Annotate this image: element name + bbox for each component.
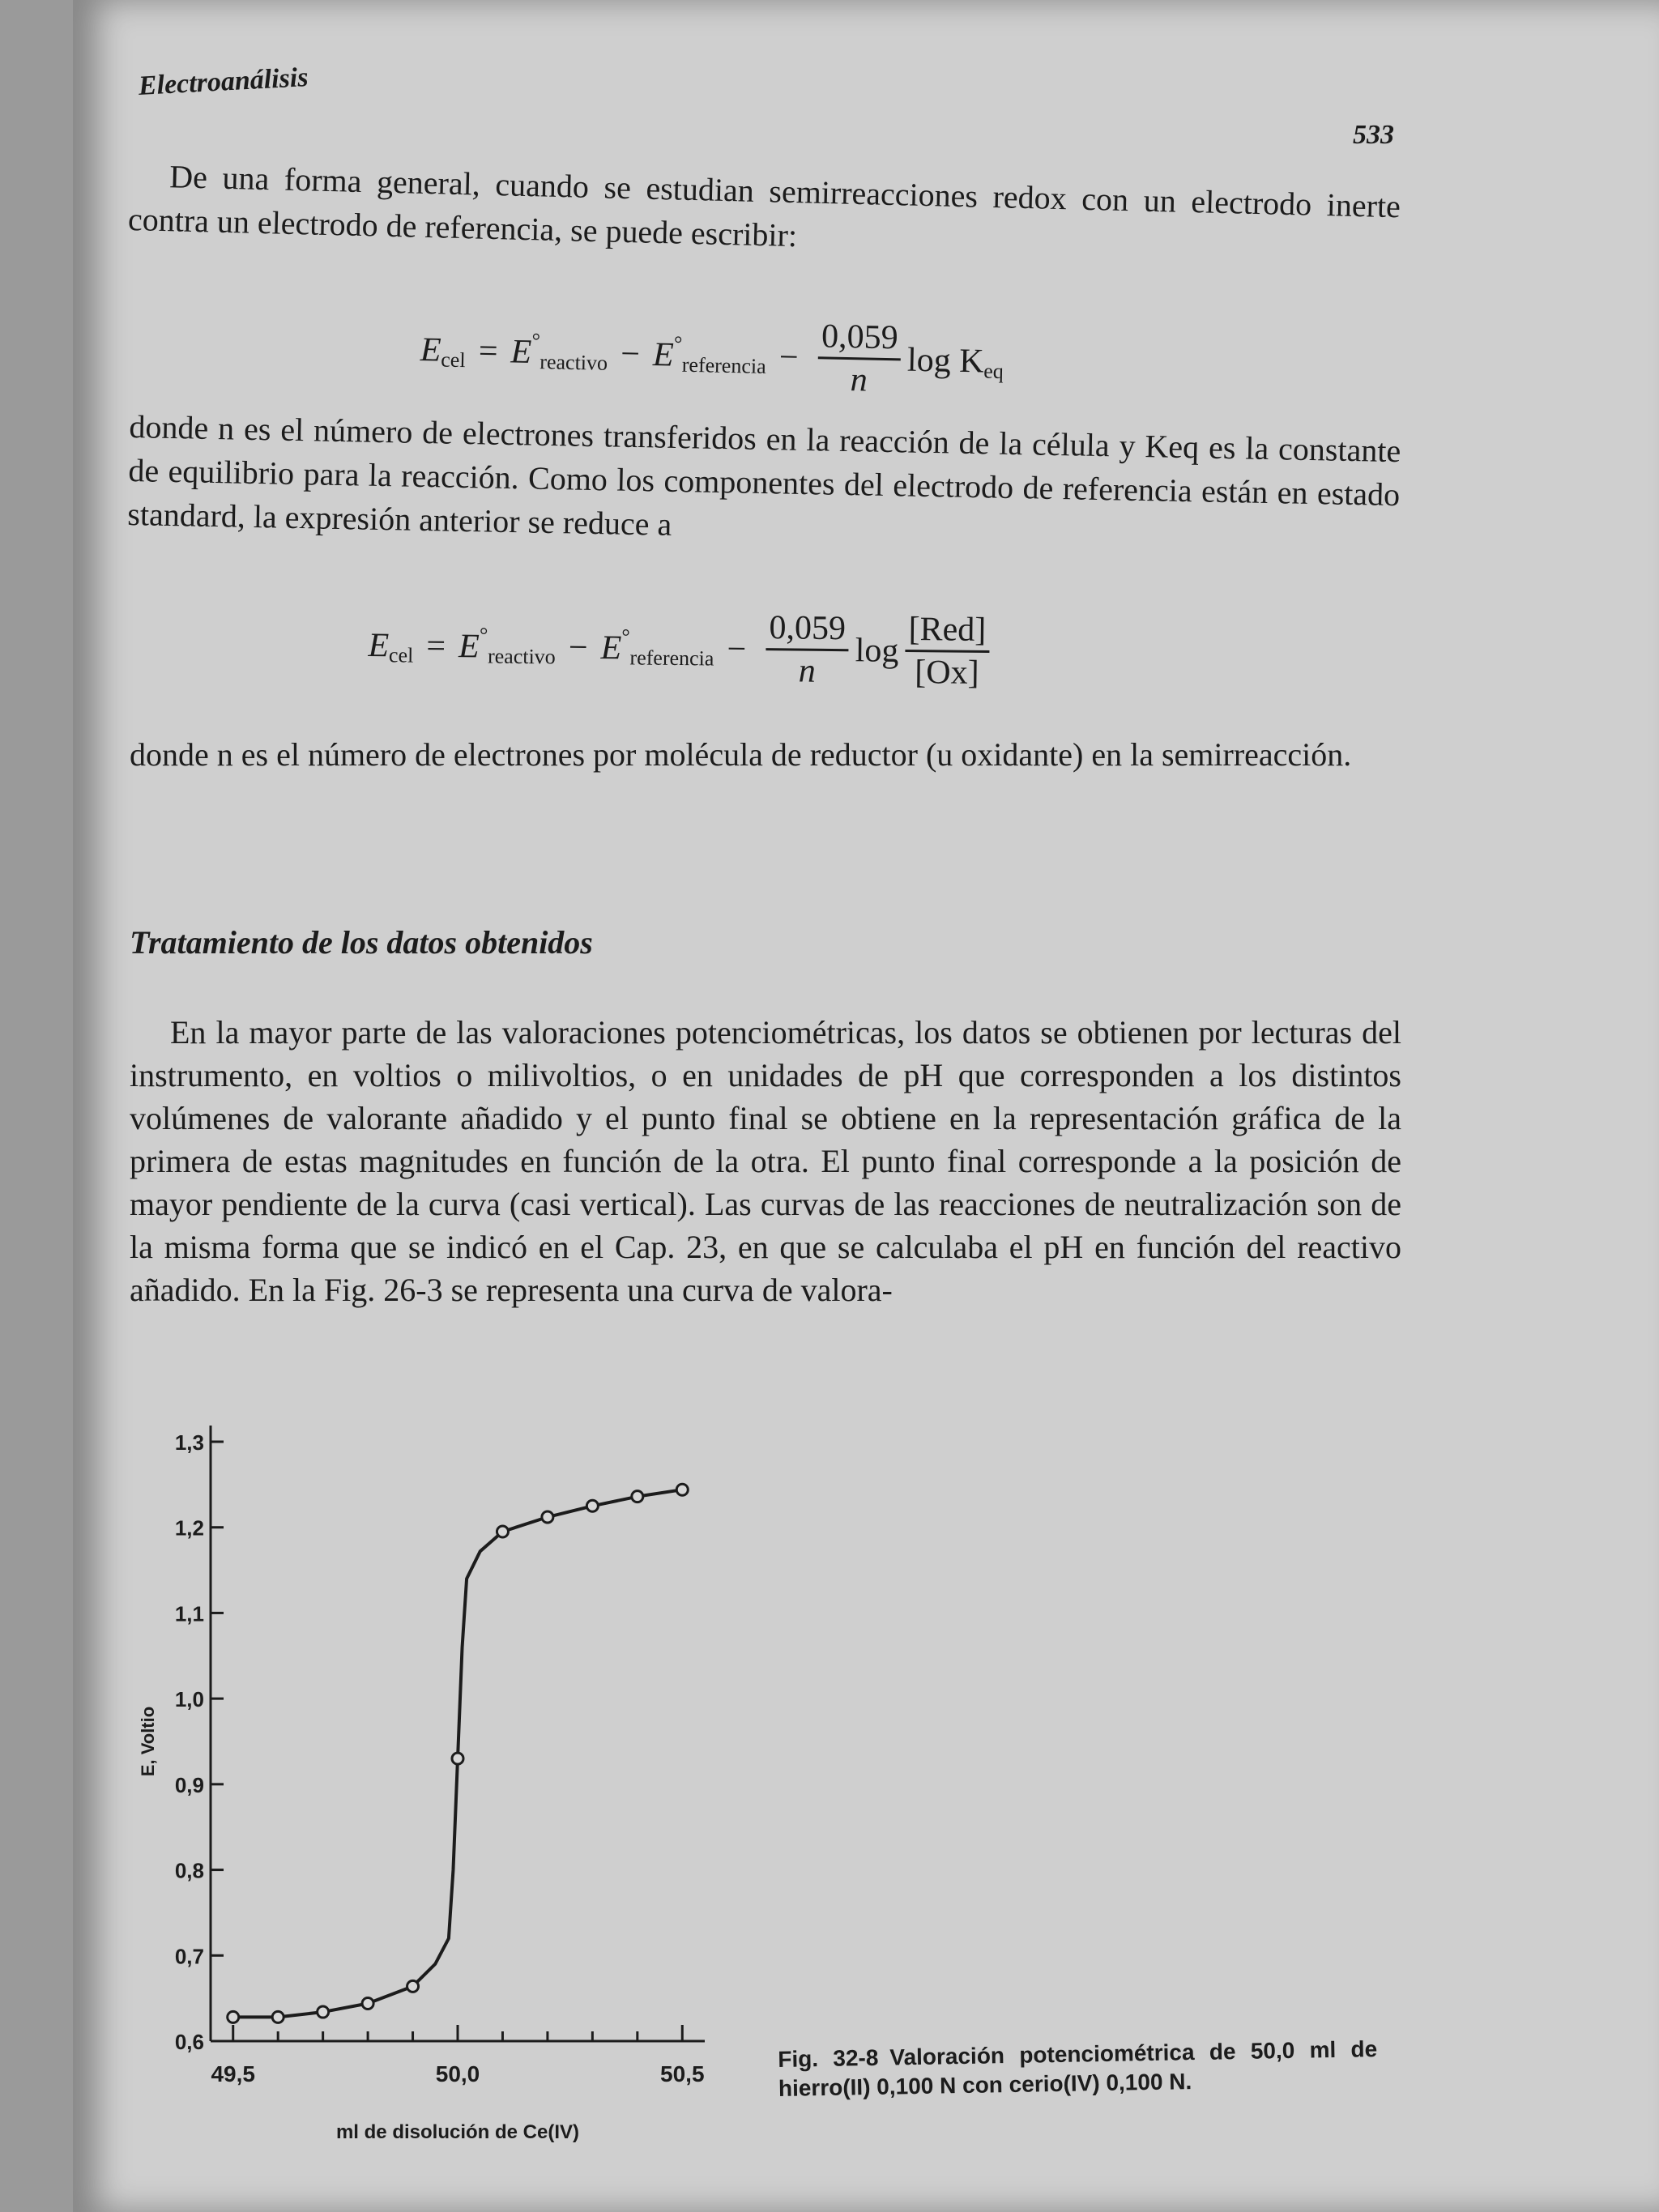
eq1-deg-1: °	[531, 328, 541, 352]
eq2-red-ox-fraction	[905, 609, 990, 693]
eq1-reactivo: reactivo	[539, 349, 608, 375]
eq1-fraction	[817, 316, 902, 401]
eq2-reactivo: reactivo	[487, 644, 556, 668]
eq1-equals: =	[478, 332, 499, 370]
data-point	[497, 1526, 508, 1537]
eq1-minus-1: −	[620, 335, 641, 373]
eq1-minus-2: −	[778, 338, 800, 377]
equation-cell-potential	[420, 308, 1004, 403]
y-tick-label: 0,6	[174, 2030, 204, 2054]
eq2-E: E	[368, 626, 390, 664]
y-tick-label: 1,2	[174, 1515, 204, 1541]
paragraph-n-definition: donde n es el número de electrones por molécula de reductor (u oxidante) en la semirreacción.	[130, 736, 1352, 773]
eq2-cel: cel	[388, 642, 414, 667]
data-point	[272, 2011, 284, 2022]
running-head: Electroanálisis	[138, 62, 309, 101]
data-point	[586, 1500, 598, 1511]
eq2-referencia: referencia	[629, 645, 714, 670]
eq1-E: E	[420, 330, 442, 369]
eq2-deg-2: °	[621, 624, 630, 648]
eq1-log-k: log K	[906, 341, 985, 381]
paragraph-definition: donde n es el número de electrones transferidos en la reacción de la célula y Keq es la constante de equilibrio para la reacción. Como los componentes del electrodo de referencia están en estado standard, la expresión anterior se reduce a	[126, 407, 1401, 543]
eq2-minus-1: −	[568, 629, 588, 667]
y-tick-label: 0,9	[174, 1772, 204, 1797]
section-title: Tratamiento de los datos obtenidos	[130, 924, 593, 961]
x-tick-label: 50,5	[660, 2061, 705, 2086]
data-point	[632, 1491, 643, 1502]
eq2-E-ref: E	[600, 629, 622, 667]
eq1-deg-2: °	[673, 331, 683, 356]
eq1-cel: cel	[441, 347, 466, 372]
y-tick-label: 0,7	[174, 1944, 204, 1969]
paragraph-intro-text: De una forma general, cuando se estudian semirreacciones redox con un electrodo inerte contra un electrodo de referencia, se puede escribir:	[127, 158, 1401, 254]
data-point	[362, 1997, 373, 2009]
book-spine	[0, 0, 73, 2212]
data-point	[407, 1980, 419, 1992]
y-tick-label: 1,0	[174, 1687, 204, 1712]
eq2-ox: [Ox]	[915, 654, 979, 692]
x-axis-label: ml de disolución de Ce(IV)	[335, 2121, 580, 2143]
eq2-deg-1: °	[479, 622, 488, 647]
y-tick-label: 1,1	[174, 1601, 204, 1626]
y-axis-label: E, Voltio	[138, 1706, 158, 1777]
figure-caption	[778, 2035, 1378, 2103]
titration-chart	[122, 1409, 753, 2154]
x-tick-label: 49,5	[211, 2061, 255, 2086]
y-tick-label: 1,3	[174, 1430, 204, 1455]
eq2-E-react: E	[458, 627, 480, 665]
paragraph-data-treatment-text: En la mayor parte de las valoraciones potenciométricas, los datos se obtienen por lecturas del instrumento, en voltios o milivoltios, o en unidades de pH que corresponden a los distintos volúmenes de valorante añadido y el punto final se obtiene en la representación gráfica de la primera de estas magnitudes en función de la otra. El punto final corresponde a la posición de mayor pendiente de la curva (casi vertical). Las curvas de las reacciones de neutralización son de la misma forma que se indicó en el Cap. 23, en que se calculaba el pH en función del reactivo añadido. En la Fig. 26-3 se representa una curva de valora-	[130, 1014, 1401, 1308]
eq1-E-ref: E	[652, 335, 675, 374]
eq2-log: log	[855, 631, 899, 670]
eq2-minus-2: −	[727, 630, 747, 668]
eq1-numerator: 0,059	[818, 316, 902, 360]
eq2-denominator: n	[798, 652, 816, 690]
eq2-fraction	[766, 607, 850, 692]
eq2-red: [Red]	[905, 609, 989, 653]
eq2-numerator: 0,059	[766, 607, 849, 651]
page-number: 533	[1353, 120, 1394, 150]
data-point	[228, 2011, 239, 2022]
data-point	[318, 2006, 329, 2018]
x-tick-label: 50,0	[435, 2061, 480, 2086]
eq1-referencia: referencia	[681, 352, 766, 378]
y-tick-label: 0,8	[174, 1858, 204, 1883]
data-point	[542, 1511, 553, 1523]
eq2-equals: =	[426, 627, 446, 665]
paragraph-data-treatment	[130, 1011, 1401, 1311]
eq1-eq-sub: eq	[983, 359, 1004, 383]
data-point	[452, 1753, 463, 1764]
eq1-denominator: n	[850, 361, 868, 399]
figure-label: Fig. 32-8	[778, 2044, 879, 2072]
equation-nernst	[368, 603, 996, 693]
figure-caption-text: Valoración potenciométrica de 50,0 ml de hierro(II) 0,100 N con cerio(IV) 0,100 N.	[778, 2036, 1378, 2101]
eq1-E-react: E	[510, 332, 532, 371]
data-point	[676, 1484, 688, 1495]
